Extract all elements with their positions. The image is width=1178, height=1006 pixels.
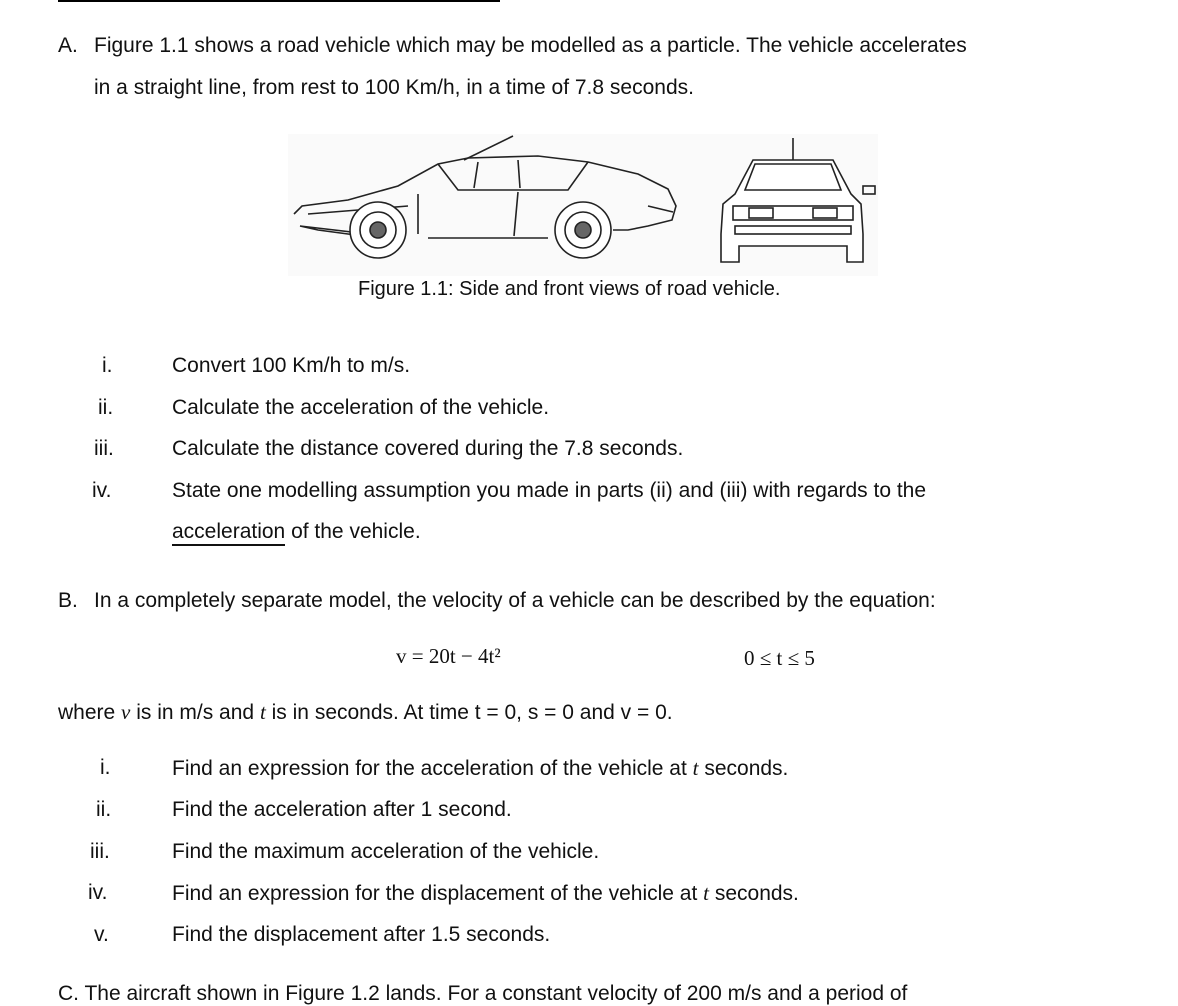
top-rule <box>58 0 500 2</box>
a-item-num: ii. <box>98 396 114 419</box>
b-item-num: ii. <box>96 798 112 821</box>
b-item-text: Find the displacement after 1.5 seconds. <box>172 923 551 946</box>
a-item-text: Convert 100 Km/h to m/s. <box>172 354 411 377</box>
figure-caption: Figure 1.1: Side and front views of road vehicle. <box>358 278 781 300</box>
b-item-num: v. <box>94 923 109 946</box>
vehicle-figure <box>288 134 878 276</box>
b-item-text: Find the acceleration after 1 second. <box>172 798 512 821</box>
b-item-num: iii. <box>90 840 110 863</box>
part-a-line2: in a straight line, from rest to 100 Km/h, in a time of 7.8 seconds. <box>94 76 694 99</box>
continuation-rest: of the vehicle. <box>285 520 421 543</box>
variable-t: t <box>259 700 266 724</box>
a-item-text: Calculate the distance covered during the 7.8 seconds. <box>172 437 684 460</box>
b-item-num: i. <box>100 756 111 779</box>
variable-v: v <box>121 700 131 724</box>
where-text: is in seconds. At time t = 0, s = 0 and v = 0. <box>271 701 673 724</box>
part-a-line1: Figure 1.1 shows a road vehicle which may be modelled as a particle. The vehicle accelerates <box>94 34 967 57</box>
part-c-partial: C. The aircraft shown in Figure 1.2 lands. For a constant velocity of 200 m/s and a period of <box>58 982 908 1005</box>
a-item-num: i. <box>102 354 113 377</box>
a-item-num: iv. <box>92 479 112 502</box>
time-domain: 0 ≤ t ≤ 5 <box>744 646 815 670</box>
b-item-text: Find an expression for the displacement of the vehicle at t seconds. <box>172 881 799 905</box>
where-line <box>58 700 673 725</box>
b-item-num: iv. <box>88 881 108 904</box>
a-item-text: Calculate the acceleration of the vehicle. <box>172 396 550 419</box>
part-a-label: A. <box>58 34 78 57</box>
b-item-text: Find an expression for the acceleration of the vehicle at t seconds. <box>172 756 789 780</box>
a-item-num: iii. <box>94 437 114 460</box>
part-b-label: B. <box>58 589 78 612</box>
part-b-intro: In a completely separate model, the velocity of a vehicle can be described by the equation: <box>94 589 936 612</box>
a-item-text: State one modelling assumption you made in parts (ii) and (iii) with regards to the <box>172 479 927 502</box>
b-item-text: Find the maximum acceleration of the vehicle. <box>172 840 600 863</box>
velocity-equation: v = 20t − 4t² <box>396 644 501 668</box>
a-item-continuation <box>172 520 421 544</box>
where-text: where <box>58 701 116 724</box>
where-text: is in m/s and <box>136 701 255 724</box>
underlined-word: acceleration <box>172 520 285 546</box>
